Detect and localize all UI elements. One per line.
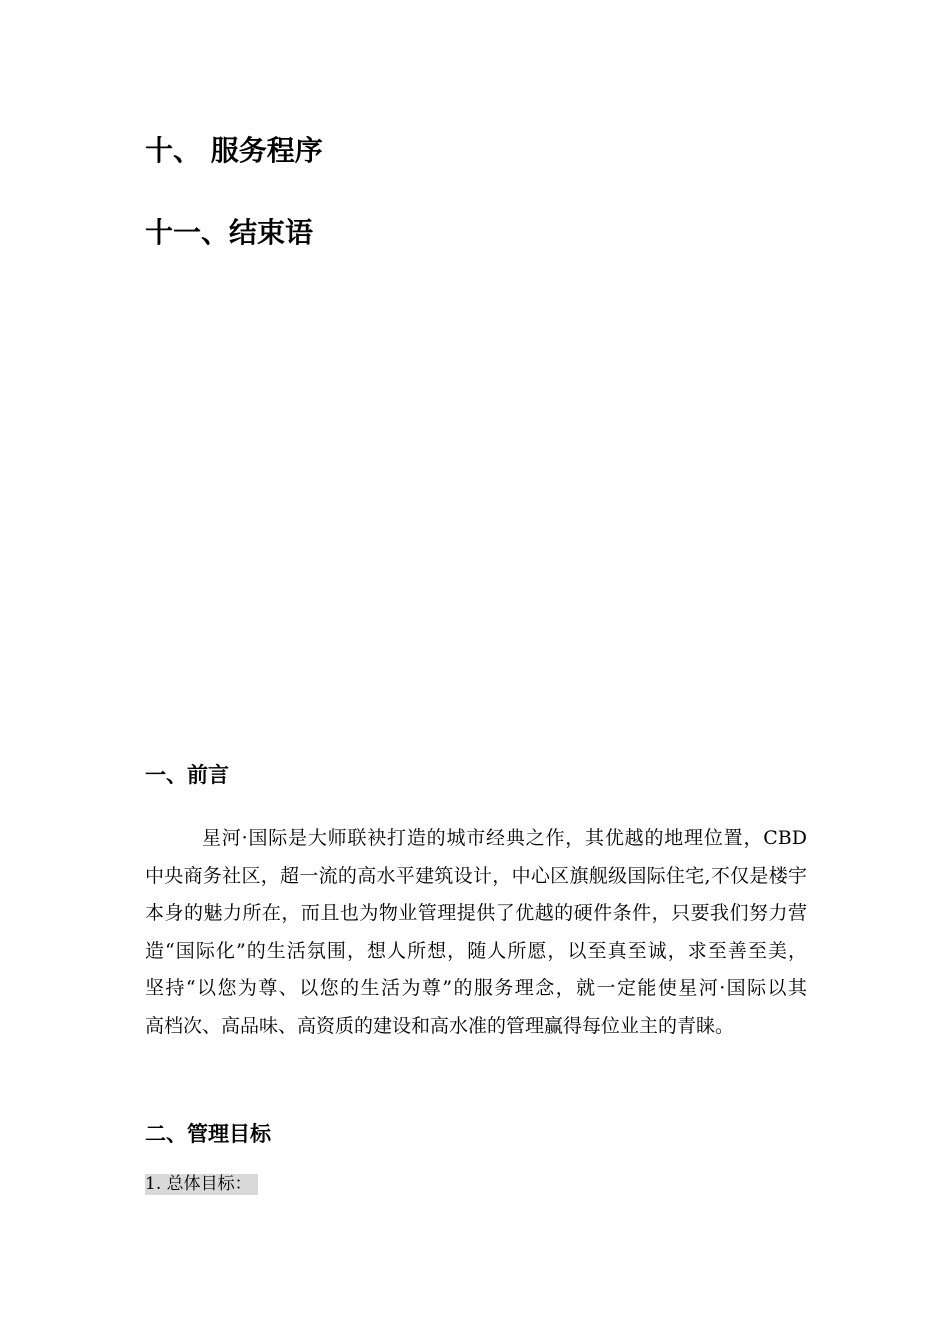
- preface-line: 造“国际化”的生活氛围，想人所想，随人所愿，以至真至诚，求至善至美，: [145, 939, 807, 962]
- heading-preface: 一、前言: [145, 763, 229, 787]
- goal-item-overall-label: 1. 总体目标：: [145, 1174, 252, 1194]
- preface-line: 高档次、高品味、高资质的建设和高水准的管理赢得每位业主的青睐。: [145, 1014, 735, 1037]
- heading-service-procedure: 十、 服务程序: [145, 134, 323, 167]
- goal-item-overall: [145, 1174, 258, 1195]
- preface-line: 星河·国际是大师联袂打造的城市经典之作，其优越的地理位置，CBD: [202, 827, 807, 849]
- preface-line: 坚持“以您为尊、以您的生活为尊”的服务理念，就一定能使星河·国际以其: [145, 977, 807, 999]
- heading-management-goals: 二、管理目标: [145, 1122, 271, 1146]
- preface-line: 中央商务社区，超一流的高水平建筑设计，中心区旗舰级国际住宅,不仅是楼宇: [145, 864, 807, 887]
- preface-paragraph: [145, 820, 807, 1045]
- heading-closing-remarks: 十一、结束语: [145, 216, 314, 249]
- preface-line: 本身的魅力所在，而且也为物业管理提供了优越的硬件条件，只要我们努力营: [145, 902, 807, 924]
